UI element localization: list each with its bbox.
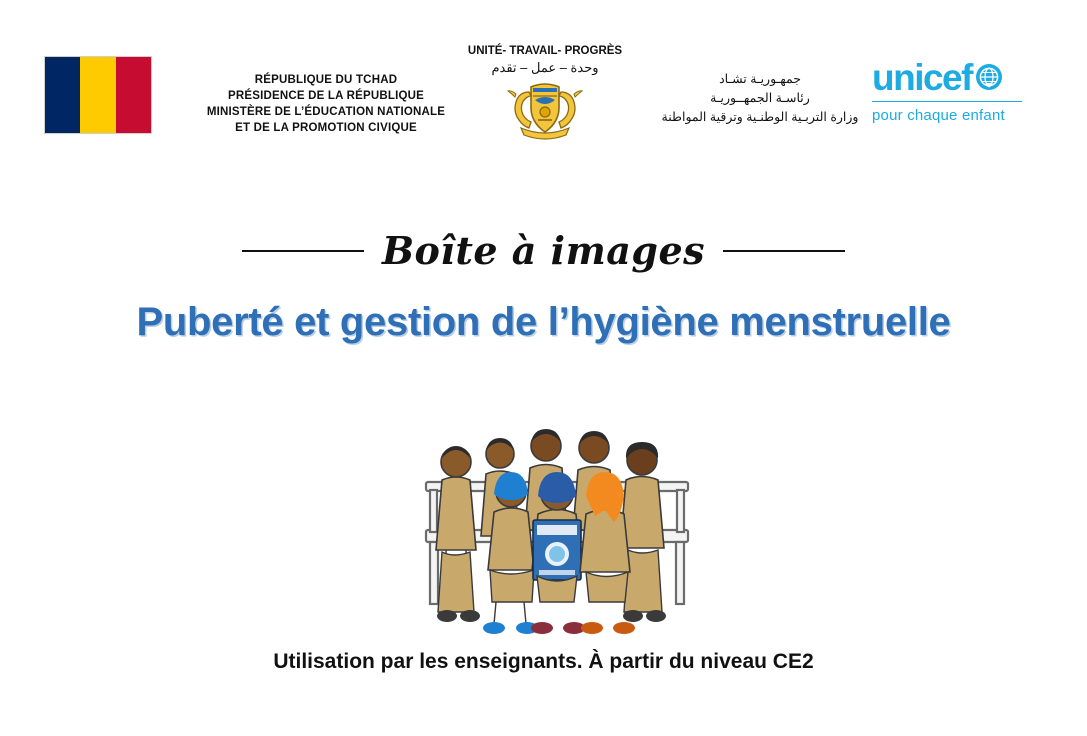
ministry-line-2: PRÉSIDENCE DE LA RÉPUBLIQUE: [227, 90, 425, 102]
kicker-row: [0, 228, 1087, 273]
arabic-line-2: رئاسـة الجمهــوريـة: [710, 91, 810, 105]
ministry-line-1: RÉPUBLIQUE DU TCHAD: [254, 74, 398, 86]
ministry-line-3: MINISTÈRE DE L’ÉDUCATION NATIONALE: [206, 106, 446, 118]
chad-coat-of-arms-icon: [499, 78, 591, 140]
unicef-wordmark: unicef: [872, 57, 972, 98]
unicef-tagline: pour chaque enfant: [872, 107, 1005, 124]
document-header: [0, 44, 1087, 154]
motto-arabic: وحدة – عمل – تقدم: [491, 60, 599, 75]
page-title: Puberté et gestion de l’hygiène menstruelle: [136, 300, 951, 344]
ministry-block: [196, 72, 456, 136]
students-group-illustration: [390, 362, 720, 642]
unicef-wordmark-row: [872, 58, 1052, 98]
unicef-globe-icon: [974, 62, 1004, 92]
emblem-block: [452, 44, 638, 145]
usage-subtitle: Utilisation par les enseignants. À partir du niveau CE2: [273, 650, 814, 673]
unicef-divider: [872, 101, 1022, 102]
kicker-text: Boîte à images: [381, 228, 706, 273]
arabic-line-1: جمهـوريـة تشـاد: [719, 72, 801, 86]
chad-flag: [44, 56, 152, 134]
arabic-ministry-block: [640, 70, 880, 127]
motto-french: UNITÉ- TRAVAIL- PROGRÈS: [467, 45, 623, 57]
arabic-line-3: وزارة التربـية الوطنـية وترقية المواطنة: [661, 110, 859, 124]
kicker-rule-right: [723, 250, 845, 252]
unicef-logo: [872, 58, 1052, 124]
ministry-line-4: ET DE LA PROMOTION CIVIQUE: [235, 122, 417, 134]
kicker-rule-left: [242, 250, 364, 252]
